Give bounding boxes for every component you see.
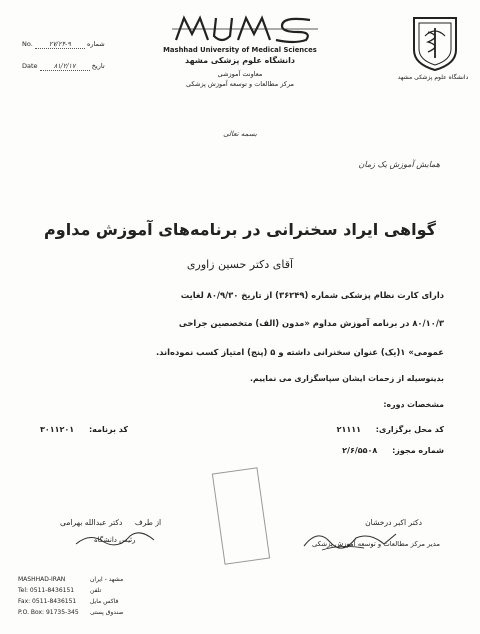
mums-logo bbox=[170, 14, 320, 44]
right-signatory-name: دکتر اکبر درخشان bbox=[365, 518, 422, 527]
footer-fa bbox=[90, 574, 123, 618]
left-signatory-prefix: از طرف bbox=[134, 518, 162, 527]
seal-caption: دانشگاه علوم پزشکی مشهد bbox=[397, 74, 469, 81]
footer-city-fa: مشهد - ایران bbox=[90, 576, 124, 583]
venue-code-label: کد محل برگزاری: bbox=[375, 425, 444, 434]
date-label: Date bbox=[22, 62, 38, 70]
body-line-4: بدینوسیله از زحمات ایشان سپاسگزاری می نماییم. bbox=[250, 374, 444, 383]
footer-city-en: MASHHAD-IRAN bbox=[18, 576, 66, 583]
center-name: مرکز مطالعات و توسعه آموزش پزشکی bbox=[185, 80, 295, 88]
number-label-fa: شماره bbox=[86, 40, 105, 48]
footer-tel-en: Tel: 0511-8436151 bbox=[18, 587, 75, 594]
footer-en bbox=[18, 574, 79, 618]
body-line-2: ۸۰/۱۰/۳ در برنامه آموزش مداوم «مدون (الف) متخصصین جراحی bbox=[178, 318, 444, 328]
university-name-fa: دانشگاه علوم پزشکی مشهد bbox=[185, 56, 295, 65]
recipient-name: آقای دکتر حسین زاوری bbox=[186, 258, 294, 271]
motto: همایش آموزش یک زمان bbox=[358, 160, 440, 169]
certificate-title: گواهی ایراد سخنرانی در برنامه‌های آموزش مداوم bbox=[44, 220, 436, 239]
left-signatory-title: رئیس دانشگاه bbox=[94, 536, 136, 544]
program-code-label: کد برنامه: bbox=[88, 425, 129, 434]
bismillah: بسمه تعالی bbox=[223, 130, 257, 138]
university-seal bbox=[408, 14, 462, 72]
venue-code-value: ۲۱۱۱۱ bbox=[336, 425, 361, 434]
program-code-value: ۳۰۱۱۲۰۱ bbox=[40, 425, 75, 434]
footer-fax-en: Fax: 0511-8436151 bbox=[18, 598, 77, 605]
permit-number-label: شماره مجوز: bbox=[392, 446, 444, 455]
right-signatory-title: مدیر مرکز مطالعات و توسعه آموزش پزشکی bbox=[312, 540, 440, 548]
deputy-name: معاونت آموزشی bbox=[217, 70, 263, 78]
course-heading: مشخصات دوره: bbox=[383, 400, 444, 409]
left-signatory-name: دکتر عبدالله بهرامی bbox=[60, 518, 123, 527]
seal-emblem-icon bbox=[408, 14, 462, 72]
footer-pobox-en: P.O. Box: 91735-345 bbox=[18, 609, 79, 616]
right-signature bbox=[300, 524, 400, 554]
date-label-fa: تاریخ bbox=[91, 62, 105, 70]
number-label: No. bbox=[22, 40, 33, 48]
footer-pobox-fa: صندوق پستی bbox=[90, 609, 124, 616]
number-value: ۲۷/۲۴-۹ bbox=[35, 40, 85, 49]
date-value: ۸۱/۲/۱۷ bbox=[40, 62, 90, 71]
footer-fax-fa: فاکس مایل bbox=[90, 598, 119, 605]
program-code-row bbox=[40, 425, 128, 434]
mums-logo-icon bbox=[170, 14, 320, 44]
footer-tel-fa: تلفن bbox=[90, 587, 102, 594]
university-name-en: Mashhad University of Medical Sciences bbox=[163, 46, 317, 54]
faint-stamp bbox=[212, 467, 270, 565]
body-line-3: عمومی» ۱(یک) عنوان سخنرانی داشته و ۵ (پنج) امتیاز کسب نموده‌اند. bbox=[155, 347, 444, 357]
venue-code-row bbox=[337, 425, 444, 434]
permit-number-value: ۲/۶/۵۵۰۸ bbox=[342, 446, 378, 455]
handwritten-signature-right-icon bbox=[300, 524, 400, 554]
body-line-1: دارای کارت نظام پزشکی شماره (۳۶۲۴۹) از تاریخ ۸۰/۹/۳۰ لغایت bbox=[180, 290, 444, 300]
permit-number-row bbox=[342, 446, 444, 455]
